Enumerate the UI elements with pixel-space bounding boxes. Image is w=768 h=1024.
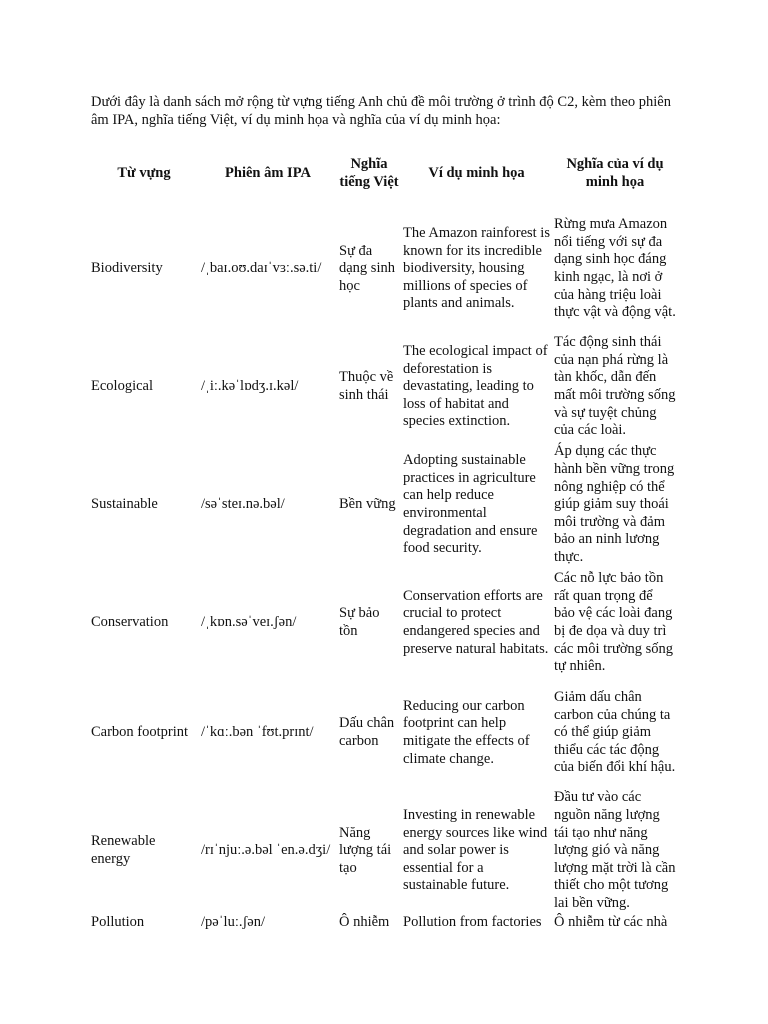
- ipa-cell: /ˌiː.kəˈlɒdʒ.ɪ.kəl/: [201, 378, 299, 395]
- header-ipa: Phiên âm IPA: [225, 165, 311, 182]
- meaning-cell: Sự đa dạng sinh học: [339, 242, 395, 294]
- translation-cell: Các nỗ lực bảo tồn rất quan trọng để bảo vệ các loài đang bị đe dọa và duy trì các môi trường sống tự nhiên.: [554, 570, 674, 675]
- example-cell: Investing in renewable energy sources like wind and solar power is essential for a sustainable future.: [403, 807, 548, 894]
- word-cell: Carbon footprint: [91, 724, 189, 741]
- meaning-cell: Năng lượng tái tạo: [339, 824, 392, 876]
- ipa-cell: /pəˈluː.ʃən/: [201, 914, 266, 930]
- word-cell: Sustainable: [91, 496, 158, 513]
- vocabulary-table: [89, 142, 678, 938]
- word-cell: Ecological: [91, 378, 154, 395]
- intro-paragraph: Dưới đây là danh sách mở rộng từ vựng tiếng Anh chủ đề môi trường ở trình độ C2, kèm theo phiên âm IPA, nghĩa tiếng Việt, ví dụ minh họa và nghĩa của ví dụ minh họa:: [91, 94, 671, 128]
- ipa-cell: /ˌbaɪ.oʊ.daɪˈvɜː.sə.ti/: [201, 260, 322, 277]
- translation-cell: Ô nhiễm từ các nhà: [554, 914, 668, 930]
- table-row: [89, 788, 678, 914]
- header-meaning: Nghĩa tiếng Việt: [339, 156, 399, 190]
- table-row: [89, 442, 678, 568]
- meaning-cell: Sự bảo tồn: [339, 605, 380, 639]
- table-row: [89, 678, 678, 788]
- word-cell: Conservation: [91, 614, 169, 631]
- table-header-row: [89, 142, 678, 206]
- meaning-cell: Dấu chân carbon: [339, 715, 395, 749]
- ipa-cell: /səˈsteɪ.nə.bəl/: [201, 496, 285, 513]
- example-cell: Pollution from factories: [403, 914, 542, 930]
- ipa-cell: /ˌkɒn.səˈveɪ.ʃən/: [201, 614, 297, 631]
- translation-cell: Giảm dấu chân carbon của chúng ta có thể giúp giảm thiểu các tác động của biến đổi khí hậu.: [554, 689, 676, 776]
- example-cell: The Amazon rainforest is known for its incredible biodiversity, housing millions of species of plants and animals.: [403, 225, 550, 312]
- word-cell: Renewable energy: [91, 833, 156, 867]
- example-cell: Conservation efforts are crucial to protect endangered species and preserve natural habitats.: [403, 587, 549, 657]
- translation-cell: Rừng mưa Amazon nổi tiếng với sự đa dạng sinh học đáng kinh ngạc, là nơi ở của hàng triệu loài thực vật và động vật.: [554, 216, 676, 321]
- translation-cell: Đầu tư vào các nguồn năng lượng tái tạo như năng lượng gió và năng lượng mặt trời là cần thiết cho một tương lai bền vững.: [554, 789, 676, 911]
- meaning-cell: Bền vững: [339, 496, 396, 513]
- header-translation: Nghĩa của ví dụ minh họa: [566, 156, 664, 190]
- example-cell: The ecological impact of deforestation is devastating, leading to loss of habitat and species extinction.: [403, 343, 548, 430]
- table-row: [89, 206, 678, 332]
- table-row: [89, 332, 678, 442]
- translation-cell: Áp dụng các thực hành bền vững trong nông nghiệp có thể giúp giảm suy thoái môi trường và đảm bảo an ninh lương thực.: [554, 443, 675, 565]
- header-word: Từ vựng: [117, 165, 171, 182]
- word-cell: Biodiversity: [91, 260, 163, 277]
- meaning-cell: Ô nhiễm: [339, 914, 390, 930]
- word-cell: Pollution: [91, 914, 145, 930]
- header-example: Ví dụ minh họa: [428, 165, 525, 182]
- meaning-cell: Thuộc về sinh thái: [339, 369, 394, 403]
- table-row: [89, 914, 678, 938]
- table-row: [89, 568, 678, 678]
- example-cell: Adopting sustainable practices in agriculture can help reduce environmental degradation and ensure food security.: [403, 452, 538, 557]
- ipa-cell: /rɪˈnjuː.ə.bəl ˈen.ə.dʒi/: [201, 842, 331, 859]
- translation-cell: Tác động sinh thái của nạn phá rừng là tàn khốc, dẫn đến mất môi trường sống và sự tuyệt chủng của các loài.: [554, 334, 676, 439]
- ipa-cell: /ˈkɑː.bən ˈfʊt.prɪnt/: [201, 724, 314, 741]
- example-cell: Reducing our carbon footprint can help mitigate the effects of climate change.: [403, 697, 530, 767]
